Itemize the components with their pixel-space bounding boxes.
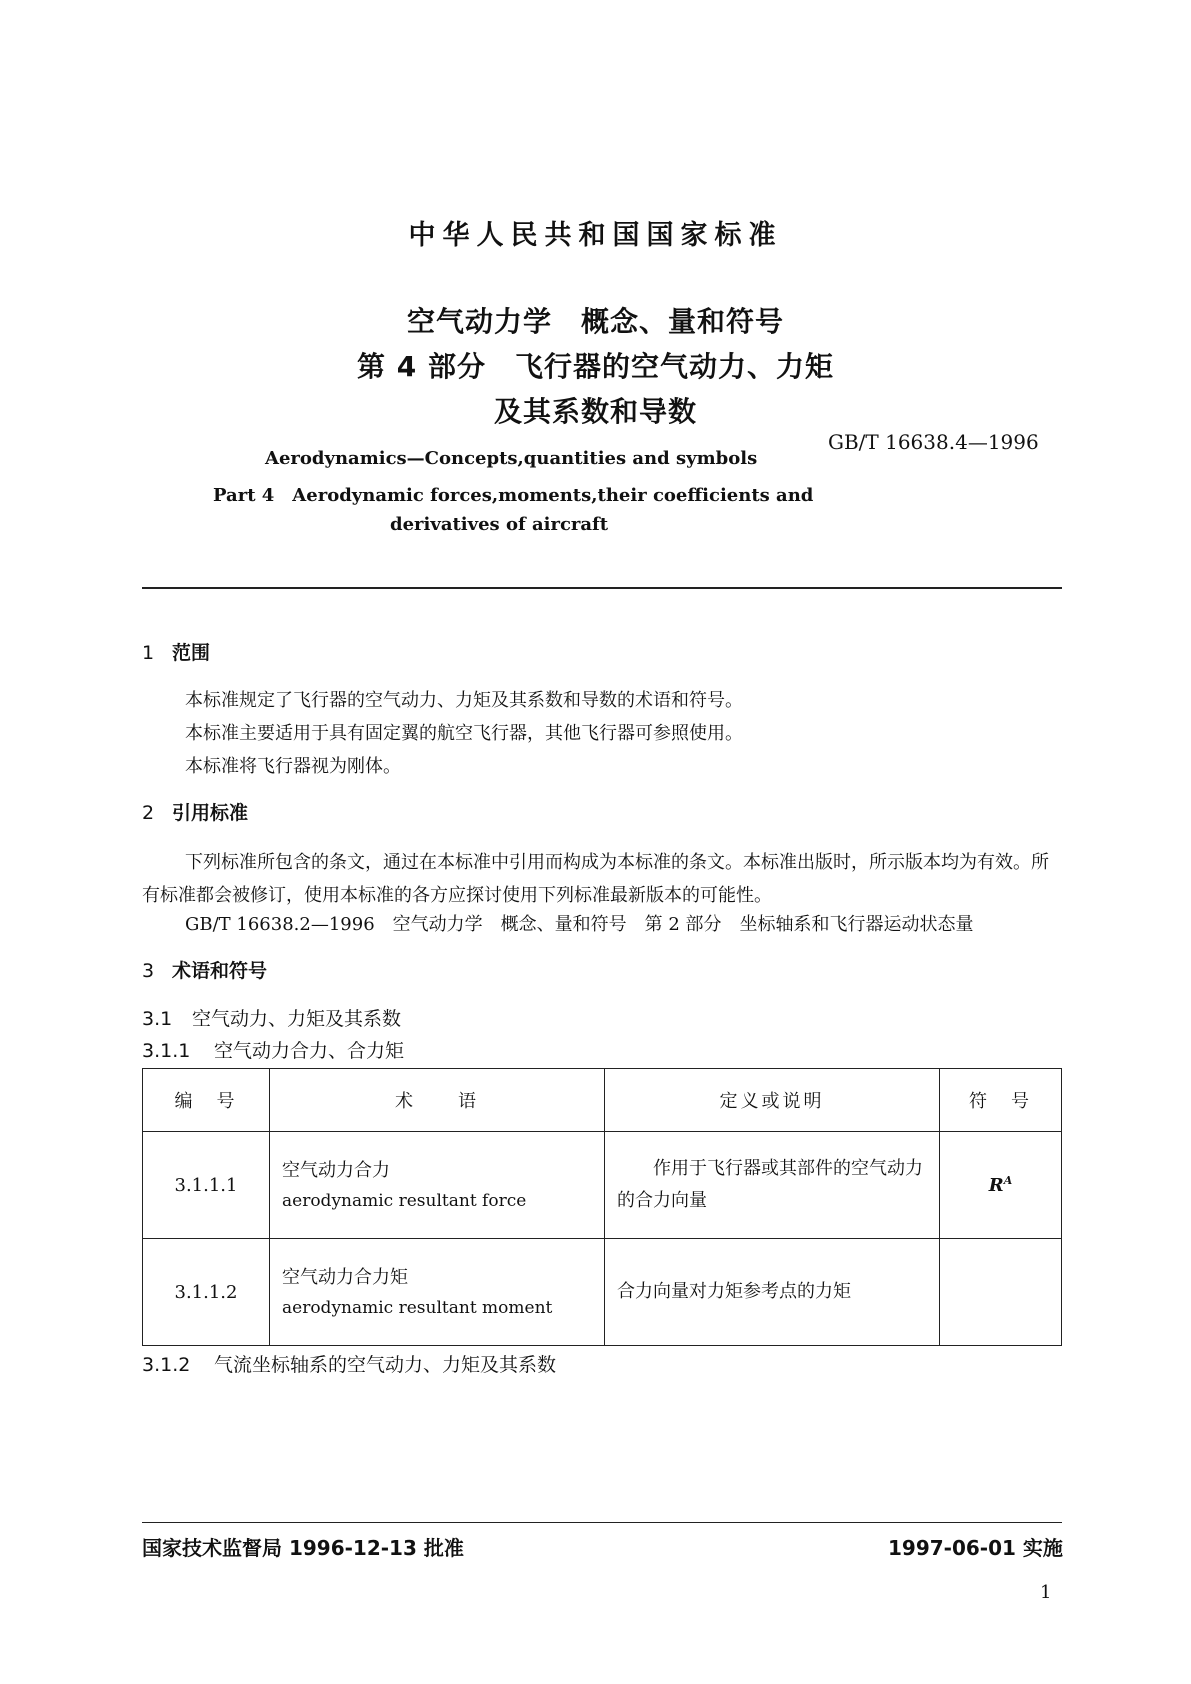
term-cn: 空气动力合力: [282, 1160, 390, 1181]
terms-table: [142, 1068, 1062, 1346]
symbol-cell: [940, 1132, 1062, 1239]
subsection-number: 3.1.1: [142, 1040, 191, 1062]
term-id: 3.1.1.1: [143, 1132, 270, 1239]
subsection-title: 空气动力、力矩及其系数: [192, 1008, 402, 1030]
scope-paragraph-1: 本标准规定了飞行器的空气动力、力矩及其系数和导数的术语和符号。: [185, 690, 743, 711]
subsection-title: 空气动力合力、合力矩: [214, 1040, 405, 1062]
national-standard-heading: 中华人民共和国国家标准: [408, 220, 783, 251]
section-heading-terms: [142, 956, 267, 983]
subsection-number: 3.1: [142, 1008, 173, 1030]
subsection-3-1: [142, 1004, 401, 1031]
section-title: 引用标准: [172, 802, 249, 824]
title-en-line-1: Aerodynamics—Concepts,quantities and symbols: [265, 448, 758, 469]
approval-date: 国家技术监督局 1996-12-13 批准: [142, 1536, 464, 1560]
column-header-symbol: 符 号: [940, 1069, 1062, 1132]
section-number: 2: [142, 802, 155, 824]
term-symbol: $R^A$: [988, 1174, 1013, 1196]
section-number: 1: [142, 642, 155, 664]
column-header-id: 编 号: [143, 1069, 270, 1132]
symbol-cell: [940, 1239, 1062, 1346]
table-row: [143, 1132, 1062, 1239]
term-definition: 作用于飞行器或其部件的空气动力的合力向量: [617, 1158, 923, 1211]
implementation-date: 1997-06-01 实施: [888, 1536, 1063, 1560]
section-heading-references: [142, 798, 248, 825]
subsection-3-1-2: [142, 1350, 556, 1377]
section-heading-scope: [142, 638, 210, 665]
symbol-superscript: A: [1003, 1174, 1013, 1187]
page-number: 1: [1040, 1582, 1052, 1603]
section-title: 术语和符号: [172, 960, 268, 982]
term-cn: 空气动力合力矩: [282, 1267, 408, 1288]
referenced-standard: GB/T 16638.2—1996 空气动力学 概念、量和符号 第 2 部分 坐标轴系和飞行器运动状态量: [185, 914, 974, 935]
footer-divider: [142, 1522, 1062, 1523]
term-cell: [270, 1239, 605, 1346]
scope-paragraph-2: 本标准主要适用于具有固定翼的航空飞行器，其他飞行器可参照使用。: [185, 723, 743, 744]
term-cell: [270, 1132, 605, 1239]
title-en-line-3: derivatives of aircraft: [390, 514, 609, 535]
subsection-number: 3.1.2: [142, 1354, 191, 1376]
title-en-line-2: Part 4 Aerodynamic forces,moments,their coefficients and: [213, 485, 814, 506]
term-id: 3.1.1.2: [143, 1239, 270, 1346]
column-header-definition: 定义或说明: [605, 1069, 940, 1132]
term-definition: 合力向量对力矩参考点的力矩: [617, 1281, 851, 1302]
subsection-title: 气流坐标轴系的空气动力、力矩及其系数: [214, 1354, 557, 1376]
section-number: 3: [142, 960, 155, 982]
header-divider: [142, 587, 1062, 589]
title-cn-line-1: 空气动力学 概念、量和符号: [406, 305, 784, 338]
table-row: [143, 1239, 1062, 1346]
subsection-3-1-1: [142, 1036, 404, 1063]
definition-cell: [605, 1132, 940, 1239]
title-cn-line-3: 及其系数和导数: [493, 395, 697, 428]
term-en: aerodynamic resultant force: [282, 1191, 527, 1211]
section-title: 范围: [172, 642, 211, 664]
scope-paragraph-3: 本标准将飞行器视为刚体。: [185, 756, 401, 777]
table-header-row: [143, 1069, 1062, 1132]
term-en: aerodynamic resultant moment: [282, 1298, 553, 1318]
definition-cell: [605, 1239, 940, 1346]
references-paragraph: 下列标准所包含的条文，通过在本标准中引用而构成为本标准的条文。本标准出版时，所示版本均为有效。所有标准都会被修订，使用本标准的各方应探讨使用下列标准最新版本的可能性。: [142, 852, 1049, 906]
column-header-term: 术 语: [270, 1069, 605, 1132]
standard-number: GB/T 16638.4—1996: [828, 430, 1039, 454]
title-cn-line-2: 第 4 部分 飞行器的空气动力、力矩: [357, 350, 834, 383]
